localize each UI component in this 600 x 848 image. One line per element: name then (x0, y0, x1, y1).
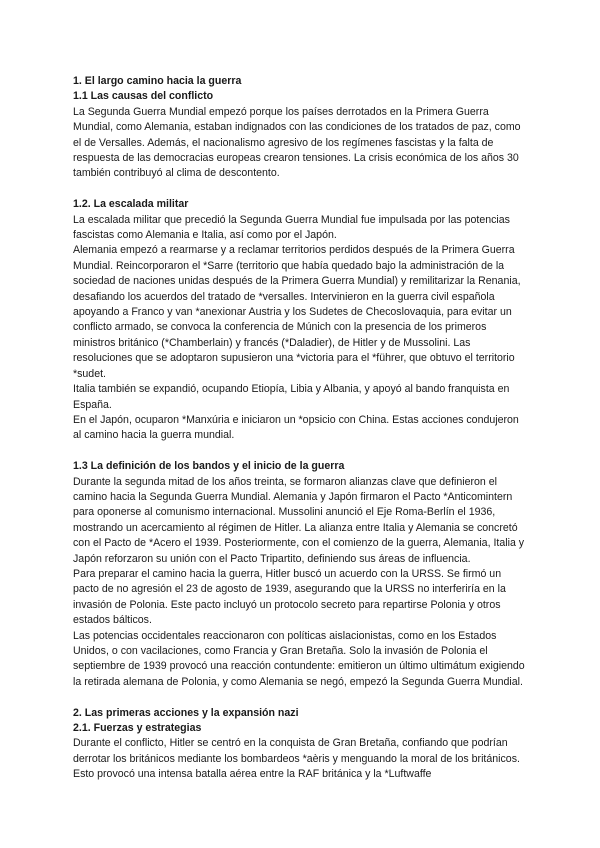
document-page (73, 74, 528, 783)
section-1-3-paragraph-2: Para preparar el camino hacia la guerra, Hitler buscó un acuerdo con la URSS. Se firmó un pacto de no agresión el 23 de agosto de 1939, asegurando que la URSS no interferiría en la invasión de Polonia. Este pacto incluyó un protocolo secreto para repartirse Polonia y otros estados bálticos. (73, 567, 506, 627)
section-2-1-paragraph: Durante el conflicto, Hitler se centró en la conquista de Gran Bretaña, confiando que podrían derrotar los británicos mediante los bombardeos *aèris y menguando la moral de los británicos. Esto provocó una intensa batalla aérea entre la RAF británica y la *Luftwaffe (73, 737, 520, 781)
section-1-1-title: 1.1 Las causas del conflicto (73, 90, 214, 103)
spacer (73, 444, 528, 459)
section-1-2-paragraph-1: La escalada militar que precedió la Segunda Guerra Mundial fue impulsada por las potencias fascistas como Alemania e Italia, así como por el Japón. (73, 213, 510, 242)
section-1-2-paragraph-2: Alemania empezó a rearmarse y a reclamar territorios perdidos después de la Primera Guerra Mundial. Reincorporaron el *Sarre (territorio que había quedado bajo la administración de la sociedad de naciones unidas después de la Primera Guerra Mundial) y remilitarizar la Renania, desafiando los acuerdos del tratado de *versalles. Intervinieron en la guerra civil española apoyando a Franco y van *anexionar Austria y los Sudetes de Checoslovaquia, para evitar un conflicto armado, se convoca la conferencia de Múnich con la presencia de los primeros ministros británico (*Chamberlain) y francés (*Daladier), de Hitler y de Mussolini. Las resoluciones que se adoptaron supusieron una *victoria para el *führer, que obtuvo el territorio *sudet. (73, 244, 521, 380)
spacer (73, 690, 528, 705)
section-1-title: 1. El largo camino hacia la guerra (73, 75, 242, 87)
spacer (73, 182, 528, 197)
section-1-2-paragraph-3: Italia también se expandió, ocupando Etiopía, Libia y Albania, y apoyó al bando franquista en España. (73, 383, 510, 411)
section-2-1-title: 2.1. Fuerzas y estrategias (73, 722, 202, 735)
section-1-3-paragraph-3: Las potencias occidentales reaccionaron con políticas aislacionistas, como en los Estados Unidos, o con vacilaciones, como Francia y Gran Bretaña. Solo la invasión de Polonia el septiembre de 1939 provocó una reacción contundente: emitieron un último ultimátum exigiendo la retirada alemana de Polonia, y como Alemania se negó, empezó la Segunda Guerra Mundial. (73, 629, 525, 688)
section-1-3-paragraph-1: Durante la segunda mitad de los años treinta, se formaron alianzas clave que definieron el camino hacia la Segunda Guerra Mundial. Alemania y Japón firmaron el Pacto *Anticomintern para oponerse al comunismo internacional. Mussolini anunció el Eje Roma-Berlín el 1936, mostrando un acercamiento al régimen de Hitler. La alianza entre Italia y Alemania se concretó con el Pacto de *Acero el 1939. Posteriormente, con el comienzo de la guerra, Alemania, Italia y Japón reforzaron su unión con el Pacto Tripartito, definiendo sus áreas de influencia. (73, 475, 525, 565)
section-1-2-title: 1.2. La escalada militar (73, 198, 189, 211)
section-1-3-title: 1.3 La definición de los bandos y el inicio de la guerra (73, 460, 345, 473)
section-1-2-paragraph-4: En el Japón, ocuparon *Manxúria e iniciaron un *opsicio con China. Estas acciones condujeron al camino hacia la guerra mundial. (73, 413, 519, 442)
section-1-1-paragraph: La Segunda Guerra Mundial empezó porque los países derrotados en la Primera Guerra Mundial, como Alemania, estaban indignados con las condiciones de los tratados de paz, como el de Versalles. Además, el nacionalismo agresivo de los regímenes fascistas y la falta de respuesta de las democracias europeas crearon tensiones. La crisis económica de los años 30 también contribuyó al clima de descontento. (73, 105, 521, 180)
section-2-title: 2. Las primeras acciones y la expansión nazi (73, 706, 299, 719)
